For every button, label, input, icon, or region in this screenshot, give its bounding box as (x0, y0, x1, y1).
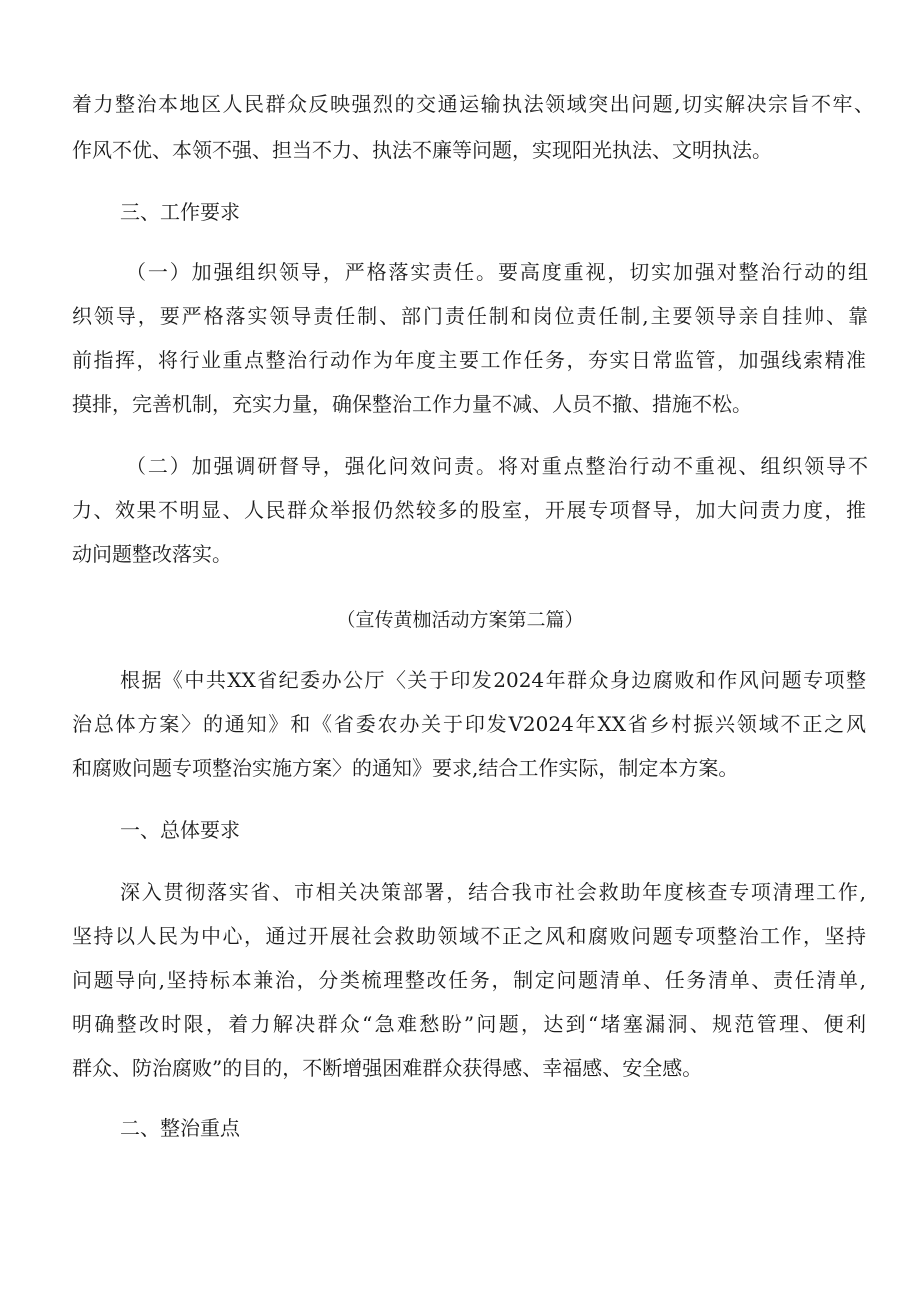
section-heading: 一、总体要求 (120, 818, 240, 842)
paragraph-line: 治总体方案〉的通知》和《省委农办关于印发V2024年XX省乡村振兴领域不正之风 (72, 712, 866, 736)
paragraph-line: 作风不优、本领不强、担当不力、执法不廉等问题，实现阳光执法、文明执法。 (72, 138, 772, 162)
paragraph-line: 深入贯彻落实省、市相关决策部署，结合我市社会救助年度核查专项清理工作, (120, 880, 866, 904)
paragraph-line: 明确整改时限，着力解决群众“急难愁盼”问题，达到“堵塞漏洞、规范管理、便利 (72, 1012, 866, 1036)
paragraph-line: 摸排，完善机制，充实力量，确保整治工作力量不减、人员不撤、措施不松。 (72, 392, 752, 416)
paragraph-line: 问题导向,坚持标本兼治，分类梳理整改任务，制定问题清单、任务清单、责任清单, (72, 968, 866, 992)
paragraph-line: 群众、防治腐败”的目的，不断增强困难群众获得感、幸福感、安全感。 (72, 1056, 703, 1080)
section-title: （宣传黄枷活动方案第二篇） (336, 609, 584, 631)
paragraph-line: 前指挥，将行业重点整治行动作为年度主要工作任务，夯实日常监管，加强线索精准 (72, 348, 866, 372)
section-heading: 二、整治重点 (120, 1116, 240, 1140)
paragraph-line: 动问题整改落实。 (72, 542, 232, 566)
section-heading: 三、工作要求 (120, 200, 240, 224)
paragraph-line: 着力整治本地区人民群众反映强烈的交通运输执法领域突出问题,切实解决宗旨不牢、 (72, 92, 874, 116)
paragraph-line: （一）加强组织领导，严格落实责任。要高度重视，切实加强对整治行动的组 (126, 260, 868, 284)
paragraph-line: 织领导，要严格落实领导责任制、部门责任制和岗位责任制,主要领导亲自挂帅、靠 (72, 304, 868, 328)
paragraph-line: （二）加强调研督导，强化问效问责。将对重点整治行动不重视、组织领导不 (126, 454, 868, 478)
paragraph-line: 根据《中共XX省纪委办公厅〈关于印发2024年群众身边腐败和作风问题专项整 (120, 668, 866, 692)
paragraph-line: 力、效果不明显、人民群众举报仍然较多的股室，开展专项督导，加大问责力度，推 (72, 498, 866, 522)
paragraph-line: 和腐败问题专项整治实施方案〉的通知》要求,结合工作实际，制定本方案。 (72, 756, 739, 780)
paragraph-line: 坚持以人民为中心，通过开展社会救助领域不正之风和腐败问题专项整治工作，坚持 (72, 924, 866, 948)
